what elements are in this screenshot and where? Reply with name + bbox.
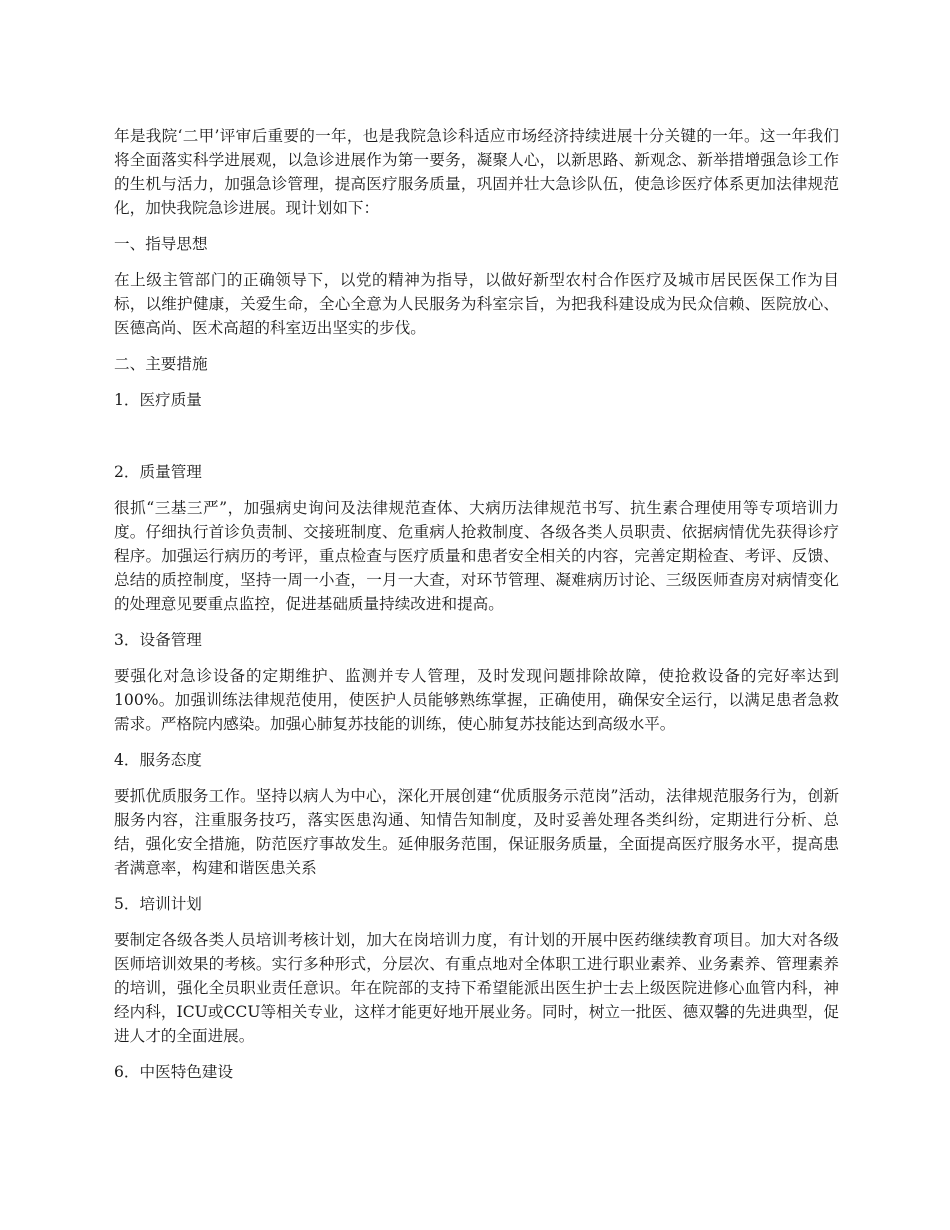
quality-management-paragraph: 很抓“三基三严”，加强病史询问及法律规范查体、大病历法律规范书写、抗生素合理使用等专项培训力度。仔细执行首诊负责制、交接班制度、危重病人抢救制度、各级各类人员职责、依据病情优先获得诊疗程序。加强运行病历的考评，重点检查与医疗质量和患者安全相关的内容，完善定期检查、考评、反馈、总结的质控制度，坚持一周一小查，一月一大查，对环节管理、凝难病历讨论、三级医师查房对病情变化的处理意见要重点监控，促进基础质量持续改进和提高。 bbox=[114, 499, 839, 613]
equipment-management-paragraph: 要强化对急诊设备的定期维护、监测并专人管理，及时发现问题排除故障，使抢救设备的完好率达到100%。加强训练法律规范使用，使医护人员能够熟练掌握，正确使用，确保安全运行，以满足患者急救需求。严格院内感染。加强心肺复苏技能的训练，使心肺复苏技能达到高级水平。 bbox=[114, 667, 839, 733]
blank-space bbox=[114, 424, 839, 460]
item-heading-medical-quality: 1．医疗质量 bbox=[114, 391, 202, 409]
guiding-ideology-paragraph: 在上级主管部门的正确领导下，以党的精神为指导，以做好新型农村合作医疗及城市居民医保工作为目标，以维护健康，关爱生命，全心全意为人民服务为科室宗旨，为把我科建设成为民众信赖、医院放心、医德高尚、医术高超的科室迈出坚实的步伐。 bbox=[114, 271, 839, 337]
item-heading-training-plan: 5．培训计划 bbox=[114, 895, 202, 913]
training-plan-paragraph: 要制定各级各类人员培训考核计划，加大在岗培训力度，有计划的开展中医药继续教育项目。加大对各级医师培训效果的考核。实行多种形式，分层次、有重点地对全体职工进行职业素养、业务素养、管理素养的培训，强化全员职业责任意识。年在院部的支持下希望能派出医生护士去上级医院进修心血管内科，神经内科，ICU或CCU等相关专业，这样才能更好地开展业务。同时，树立一批医、德双馨的先进典型，促进人才的全面进展。 bbox=[114, 931, 839, 1045]
document-body bbox=[114, 124, 839, 1096]
intro-paragraph: 年是我院‘二甲’评审后重要的一年，也是我院急诊科适应市场经济持续进展十分关键的一年。这一年我们将全面落实科学进展观，以急诊进展作为第一要务，凝聚人心，以新思路、新观念、新举措增强急诊工作的生机与活力，加强急诊管理，提高医疗服务质量，巩固并壮大急诊队伍，使急诊医疗体系更加法律规范化，加快我院急诊进展。现计划如下： bbox=[114, 127, 839, 217]
item-heading-tcm-construction: 6．中医特色建设 bbox=[114, 1063, 234, 1081]
item-heading-equipment-management: 3．设备管理 bbox=[114, 631, 202, 649]
service-attitude-paragraph: 要抓优质服务工作。坚持以病人为中心，深化开展创建“优质服务示范岗”活动，法律规范服务行为，创新服务内容，注重服务技巧，落实医患沟通、知情告知制度，及时妥善处理各类纠纷，定期进行分析、总结，强化安全措施，防范医疗事故发生。延伸服务范围，保证服务质量，全面提高医疗服务水平，提高患者满意率，构建和谐医患关系 bbox=[114, 787, 839, 877]
section-heading-main-measures: 二、主要措施 bbox=[114, 355, 208, 373]
item-heading-quality-management: 2．质量管理 bbox=[114, 463, 202, 481]
item-heading-service-attitude: 4．服务态度 bbox=[114, 751, 202, 769]
section-heading-guiding-ideology: 一、指导思想 bbox=[114, 235, 208, 253]
